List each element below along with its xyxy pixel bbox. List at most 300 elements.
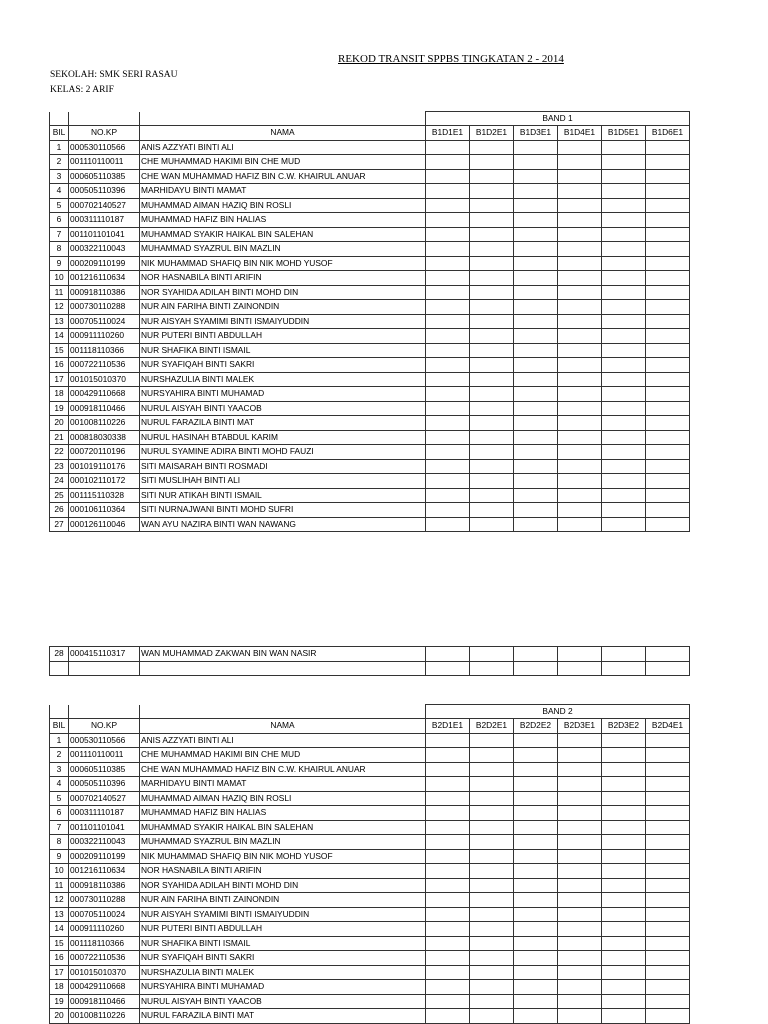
score-cell[interactable] [558, 198, 602, 213]
score-cell[interactable] [514, 762, 558, 777]
score-cell[interactable] [426, 980, 470, 995]
score-cell[interactable] [470, 169, 514, 184]
score-cell[interactable] [470, 256, 514, 271]
score-cell[interactable] [646, 762, 690, 777]
score-cell[interactable] [602, 372, 646, 387]
score-cell[interactable] [602, 213, 646, 228]
score-cell[interactable] [602, 314, 646, 329]
score-cell[interactable] [426, 155, 470, 170]
score-cell[interactable] [646, 777, 690, 792]
score-cell[interactable] [558, 936, 602, 951]
score-cell[interactable] [602, 300, 646, 315]
score-cell[interactable] [558, 430, 602, 445]
score-cell[interactable] [514, 965, 558, 980]
score-cell[interactable] [558, 951, 602, 966]
score-cell[interactable] [514, 227, 558, 242]
score-cell[interactable] [426, 864, 470, 879]
score-cell[interactable] [558, 387, 602, 402]
score-cell[interactable] [558, 647, 602, 662]
score-cell[interactable] [426, 343, 470, 358]
score-cell[interactable] [514, 474, 558, 489]
score-cell[interactable] [602, 922, 646, 937]
score-cell[interactable] [602, 401, 646, 416]
score-cell[interactable] [602, 184, 646, 199]
score-cell[interactable] [558, 300, 602, 315]
score-cell[interactable] [646, 401, 690, 416]
score-cell[interactable] [602, 517, 646, 532]
score-cell[interactable] [426, 994, 470, 1009]
score-cell[interactable] [514, 430, 558, 445]
score-cell[interactable] [470, 474, 514, 489]
score-cell[interactable] [646, 227, 690, 242]
score-cell[interactable] [470, 488, 514, 503]
score-cell[interactable] [514, 878, 558, 893]
score-cell[interactable] [558, 169, 602, 184]
score-cell[interactable] [558, 806, 602, 821]
score-cell[interactable] [646, 661, 690, 676]
row-nama: NURUL FARAZILA BINTI MAT [140, 1009, 426, 1024]
score-cell[interactable] [426, 748, 470, 763]
score-cell[interactable] [514, 806, 558, 821]
score-cell[interactable] [646, 994, 690, 1009]
score-cell[interactable] [602, 459, 646, 474]
score-cell[interactable] [426, 314, 470, 329]
score-cell[interactable] [646, 907, 690, 922]
score-cell[interactable] [646, 748, 690, 763]
score-cell[interactable] [558, 401, 602, 416]
score-cell[interactable] [470, 893, 514, 908]
score-cell[interactable] [426, 184, 470, 199]
score-cell[interactable] [602, 733, 646, 748]
score-cell[interactable] [514, 994, 558, 1009]
score-cell[interactable] [514, 733, 558, 748]
score-cell[interactable] [558, 227, 602, 242]
score-cell[interactable] [426, 835, 470, 850]
score-cell[interactable] [558, 285, 602, 300]
score-cell[interactable] [558, 213, 602, 228]
score-cell[interactable] [558, 762, 602, 777]
score-cell[interactable] [602, 227, 646, 242]
score-cell[interactable] [514, 864, 558, 879]
score-cell[interactable] [558, 965, 602, 980]
score-cell[interactable] [470, 227, 514, 242]
score-cell[interactable] [426, 227, 470, 242]
score-cell[interactable] [426, 806, 470, 821]
score-cell[interactable] [558, 791, 602, 806]
score-cell[interactable] [426, 777, 470, 792]
score-cell[interactable] [470, 647, 514, 662]
score-cell[interactable] [426, 169, 470, 184]
score-cell[interactable] [646, 791, 690, 806]
score-cell[interactable] [646, 343, 690, 358]
score-cell[interactable] [426, 1009, 470, 1024]
score-cell[interactable] [470, 459, 514, 474]
score-cell[interactable] [470, 965, 514, 980]
score-cell[interactable] [602, 965, 646, 980]
score-cell[interactable] [470, 762, 514, 777]
score-cell[interactable] [602, 198, 646, 213]
score-cell[interactable] [558, 416, 602, 431]
score-cell[interactable] [426, 951, 470, 966]
table-row [50, 416, 690, 431]
score-cell[interactable] [602, 806, 646, 821]
score-cell[interactable] [646, 329, 690, 344]
score-cell[interactable] [602, 864, 646, 879]
score-cell[interactable] [514, 372, 558, 387]
score-cell[interactable] [470, 835, 514, 850]
score-cell[interactable] [558, 835, 602, 850]
score-cell[interactable] [646, 849, 690, 864]
score-cell[interactable] [602, 893, 646, 908]
score-cell[interactable] [426, 965, 470, 980]
score-cell[interactable] [470, 1009, 514, 1024]
score-cell[interactable] [426, 459, 470, 474]
score-cell[interactable] [558, 748, 602, 763]
score-cell[interactable] [426, 416, 470, 431]
score-cell[interactable] [514, 285, 558, 300]
score-cell[interactable] [426, 922, 470, 937]
row-nama: MUHAMMAD SYAKIR HAIKAL BIN SALEHAN [140, 227, 426, 242]
score-cell[interactable] [514, 140, 558, 155]
score-cell[interactable] [558, 864, 602, 879]
score-cell[interactable] [514, 198, 558, 213]
score-cell[interactable] [514, 791, 558, 806]
score-cell[interactable] [470, 430, 514, 445]
score-cell[interactable] [426, 285, 470, 300]
score-cell[interactable] [646, 372, 690, 387]
score-cell[interactable] [426, 445, 470, 460]
score-cell[interactable] [602, 285, 646, 300]
score-cell[interactable] [558, 907, 602, 922]
score-cell[interactable] [602, 155, 646, 170]
score-cell[interactable] [470, 445, 514, 460]
score-cell[interactable] [426, 198, 470, 213]
score-cell[interactable] [646, 445, 690, 460]
score-cell[interactable] [426, 878, 470, 893]
score-cell[interactable] [558, 777, 602, 792]
score-cell[interactable] [602, 994, 646, 1009]
score-cell[interactable] [470, 503, 514, 518]
score-cell[interactable] [602, 647, 646, 662]
score-cell[interactable] [470, 980, 514, 995]
score-cell[interactable] [426, 820, 470, 835]
score-cell[interactable] [602, 488, 646, 503]
score-cell[interactable] [470, 907, 514, 922]
score-cell[interactable] [602, 242, 646, 257]
score-cell[interactable] [470, 517, 514, 532]
score-cell[interactable] [470, 213, 514, 228]
score-cell[interactable] [426, 791, 470, 806]
score-cell[interactable] [426, 474, 470, 489]
score-cell[interactable] [646, 300, 690, 315]
score-cell[interactable] [558, 474, 602, 489]
score-cell[interactable] [646, 140, 690, 155]
score-cell[interactable] [646, 169, 690, 184]
score-cell[interactable] [514, 503, 558, 518]
score-cell[interactable] [426, 256, 470, 271]
score-cell[interactable] [470, 358, 514, 373]
score-cell[interactable] [426, 372, 470, 387]
score-cell[interactable] [426, 329, 470, 344]
score-cell[interactable] [558, 488, 602, 503]
score-cell[interactable] [558, 343, 602, 358]
score-cell[interactable] [602, 748, 646, 763]
score-cell[interactable] [602, 430, 646, 445]
score-cell[interactable] [514, 184, 558, 199]
score-cell[interactable] [470, 936, 514, 951]
score-cell[interactable] [602, 271, 646, 286]
score-cell[interactable] [426, 503, 470, 518]
score-cell[interactable] [646, 242, 690, 257]
score-cell[interactable] [602, 791, 646, 806]
score-cell[interactable] [646, 184, 690, 199]
score-cell[interactable] [602, 169, 646, 184]
score-cell[interactable] [470, 849, 514, 864]
score-cell[interactable] [470, 285, 514, 300]
score-cell[interactable] [646, 1009, 690, 1024]
score-cell[interactable] [514, 314, 558, 329]
score-cell[interactable] [558, 459, 602, 474]
score-cell[interactable] [514, 445, 558, 460]
score-cell[interactable] [602, 416, 646, 431]
score-cell[interactable] [558, 878, 602, 893]
score-cell[interactable] [514, 242, 558, 257]
score-cell[interactable] [602, 474, 646, 489]
score-cell[interactable] [470, 372, 514, 387]
score-cell[interactable] [602, 907, 646, 922]
score-cell[interactable] [514, 488, 558, 503]
score-cell[interactable] [646, 155, 690, 170]
score-cell[interactable] [558, 980, 602, 995]
score-cell[interactable] [558, 517, 602, 532]
score-cell[interactable] [514, 387, 558, 402]
score-cell[interactable] [470, 300, 514, 315]
score-cell[interactable] [514, 300, 558, 315]
score-cell[interactable] [514, 343, 558, 358]
score-cell[interactable] [514, 169, 558, 184]
score-cell[interactable] [470, 951, 514, 966]
score-cell[interactable] [646, 503, 690, 518]
score-cell[interactable] [514, 936, 558, 951]
score-cell[interactable] [646, 285, 690, 300]
score-cell[interactable] [470, 198, 514, 213]
score-cell[interactable] [558, 503, 602, 518]
score-cell[interactable] [558, 820, 602, 835]
score-cell[interactable] [426, 358, 470, 373]
score-cell[interactable] [646, 951, 690, 966]
score-cell[interactable] [426, 849, 470, 864]
score-cell[interactable] [646, 358, 690, 373]
score-cell[interactable] [426, 213, 470, 228]
score-cell[interactable] [602, 777, 646, 792]
score-cell[interactable] [602, 256, 646, 271]
score-cell[interactable] [558, 922, 602, 937]
score-cell[interactable] [470, 343, 514, 358]
score-cell[interactable] [558, 140, 602, 155]
score-cell[interactable] [646, 488, 690, 503]
score-cell[interactable] [558, 271, 602, 286]
score-cell[interactable] [646, 314, 690, 329]
score-cell[interactable] [646, 517, 690, 532]
score-cell[interactable] [470, 140, 514, 155]
score-cell[interactable] [558, 445, 602, 460]
score-cell[interactable] [646, 733, 690, 748]
score-cell[interactable] [602, 762, 646, 777]
score-cell[interactable] [514, 256, 558, 271]
score-cell[interactable] [426, 242, 470, 257]
score-cell[interactable] [602, 387, 646, 402]
score-cell[interactable] [514, 213, 558, 228]
score-cell[interactable] [426, 401, 470, 416]
score-cell[interactable] [646, 271, 690, 286]
score-cell[interactable] [470, 387, 514, 402]
score-cell[interactable] [646, 198, 690, 213]
score-cell[interactable] [646, 647, 690, 662]
score-cell[interactable] [558, 329, 602, 344]
row-nokp: 000818030338 [69, 430, 140, 445]
score-cell[interactable] [470, 791, 514, 806]
score-cell[interactable] [558, 994, 602, 1009]
score-cell[interactable] [470, 314, 514, 329]
score-cell[interactable] [602, 343, 646, 358]
score-cell[interactable] [646, 806, 690, 821]
score-cell[interactable] [514, 401, 558, 416]
score-cell[interactable] [470, 329, 514, 344]
score-cell[interactable] [514, 980, 558, 995]
score-cell[interactable] [514, 271, 558, 286]
score-cell[interactable] [646, 430, 690, 445]
score-cell[interactable] [514, 1009, 558, 1024]
score-cell[interactable] [558, 372, 602, 387]
score-cell[interactable] [426, 140, 470, 155]
score-cell[interactable] [470, 661, 514, 676]
score-cell[interactable] [426, 893, 470, 908]
score-cell[interactable] [602, 849, 646, 864]
score-cell[interactable] [514, 517, 558, 532]
score-cell[interactable] [426, 488, 470, 503]
score-cell[interactable] [514, 835, 558, 850]
score-cell[interactable] [646, 256, 690, 271]
score-cell[interactable] [514, 416, 558, 431]
score-cell[interactable] [646, 864, 690, 879]
score-cell[interactable] [514, 748, 558, 763]
score-cell[interactable] [558, 893, 602, 908]
score-cell[interactable] [470, 922, 514, 937]
score-cell[interactable] [514, 358, 558, 373]
score-cell[interactable] [426, 300, 470, 315]
score-cell[interactable] [558, 1009, 602, 1024]
score-cell[interactable] [514, 922, 558, 937]
score-cell[interactable] [514, 777, 558, 792]
score-cell[interactable] [602, 936, 646, 951]
score-cell[interactable] [426, 271, 470, 286]
score-cell[interactable] [602, 1009, 646, 1024]
score-cell[interactable] [514, 907, 558, 922]
score-cell[interactable] [470, 271, 514, 286]
score-cell[interactable] [470, 994, 514, 1009]
score-cell[interactable] [426, 907, 470, 922]
score-cell[interactable] [426, 936, 470, 951]
score-cell[interactable] [426, 762, 470, 777]
score-cell[interactable] [470, 820, 514, 835]
score-cell[interactable] [514, 661, 558, 676]
score-cell[interactable] [558, 661, 602, 676]
score-cell[interactable] [426, 430, 470, 445]
score-cell[interactable] [470, 416, 514, 431]
score-cell[interactable] [426, 387, 470, 402]
row-nama: NOR SYAHIDA ADILAH BINTI MOHD DIN [140, 878, 426, 893]
score-cell[interactable] [558, 256, 602, 271]
score-cell[interactable] [558, 155, 602, 170]
score-cell[interactable] [558, 358, 602, 373]
score-cell[interactable] [602, 140, 646, 155]
score-cell[interactable] [558, 849, 602, 864]
score-cell[interactable] [470, 733, 514, 748]
score-cell[interactable] [646, 893, 690, 908]
score-cell[interactable] [602, 661, 646, 676]
score-cell[interactable] [602, 951, 646, 966]
score-cell[interactable] [514, 155, 558, 170]
score-cell[interactable] [646, 936, 690, 951]
score-cell[interactable] [514, 647, 558, 662]
score-cell[interactable] [470, 242, 514, 257]
score-cell[interactable] [646, 459, 690, 474]
score-cell[interactable] [558, 314, 602, 329]
score-cell[interactable] [470, 864, 514, 879]
score-cell[interactable] [470, 155, 514, 170]
row-nokp: 001118110366 [69, 936, 140, 951]
score-cell[interactable] [470, 184, 514, 199]
score-cell[interactable] [514, 329, 558, 344]
score-cell[interactable] [514, 849, 558, 864]
score-cell[interactable] [426, 733, 470, 748]
score-cell[interactable] [646, 980, 690, 995]
score-cell[interactable] [602, 503, 646, 518]
score-cell[interactable] [426, 661, 470, 676]
score-cell[interactable] [426, 517, 470, 532]
score-cell[interactable] [514, 459, 558, 474]
score-cell[interactable] [470, 878, 514, 893]
score-cell[interactable] [602, 878, 646, 893]
score-cell[interactable] [514, 893, 558, 908]
score-cell[interactable] [646, 213, 690, 228]
score-cell[interactable] [470, 401, 514, 416]
score-cell[interactable] [646, 387, 690, 402]
score-cell[interactable] [602, 329, 646, 344]
score-cell[interactable] [602, 445, 646, 460]
score-cell[interactable] [426, 647, 470, 662]
score-cell[interactable] [558, 184, 602, 199]
score-cell[interactable] [646, 820, 690, 835]
score-cell[interactable] [470, 806, 514, 821]
score-cell[interactable] [470, 748, 514, 763]
score-cell[interactable] [646, 965, 690, 980]
score-cell[interactable] [646, 474, 690, 489]
score-cell[interactable] [514, 951, 558, 966]
score-cell[interactable] [602, 980, 646, 995]
score-cell[interactable] [646, 835, 690, 850]
score-cell[interactable] [646, 878, 690, 893]
score-cell[interactable] [602, 820, 646, 835]
score-cell[interactable] [602, 358, 646, 373]
score-cell[interactable] [558, 242, 602, 257]
score-cell[interactable] [470, 777, 514, 792]
score-cell[interactable] [558, 733, 602, 748]
score-cell[interactable] [514, 820, 558, 835]
score-cell[interactable] [646, 416, 690, 431]
score-cell[interactable] [602, 835, 646, 850]
score-cell[interactable] [646, 922, 690, 937]
